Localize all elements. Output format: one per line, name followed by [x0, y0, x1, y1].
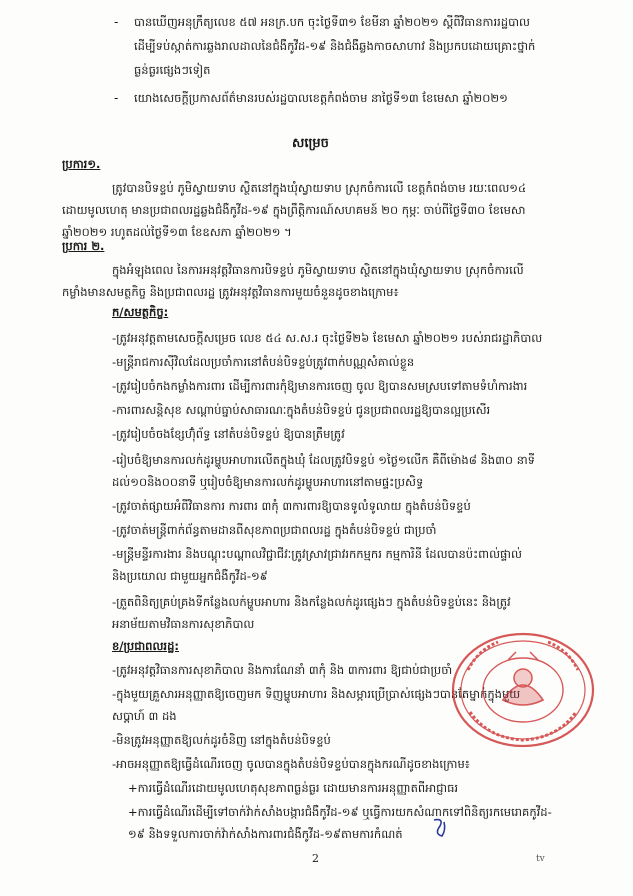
bullet-marker: -: [114, 15, 119, 29]
bullet-1-line-2: ដើម្បីទប់ស្កាត់ការឆ្លងរាលដាលនៃជំងឺកូវីដ-១៩ និងជំងឺឆ្លងកាចសាហាវ និងប្រកបដោយគ្រោះថ្នាក់: [134, 39, 536, 53]
article-1-line-3: ឆ្នាំ២០២១ រហូតដល់ថ្ងៃទី១៣ ខែឧសភា ឆ្នាំ២០២១ ។: [62, 225, 292, 239]
page-number: 2: [312, 852, 319, 865]
article-1-line-2: ដោយមូលហេតុ មានប្រជាពលរដ្ឋឆ្លងជំងឺកូវីដ-១៩ ក្នុងព្រឹត្តិការណ៍សហគមន៍ ២០ កុម្ភៈ ចាប់ពីថ្ងៃទី៣០ ខែមេសា: [62, 203, 526, 217]
bullet-2-line-1: យោងសេចក្តីប្រកាសព័ត៌មានរបស់រដ្ឋបាលខេត្តកំពង់ចាម នាថ្ងៃទី១៣ ខែមេសា ឆ្នាំ២០២១: [134, 91, 508, 105]
sub-b-subitem: ១៩ និងទទួលការចាក់វ៉ាក់សាំងការពារជំងឺកូវីដ-១៩តាមការកំណត់: [128, 827, 403, 841]
sub-b-subitem: +ការធ្វើដំណើរដោយមូលហេតុសុខភាពធ្ងន់ធ្ងរ ដោយមានការអនុញ្ញាតពីអាជ្ញាធរ: [128, 781, 459, 795]
sub-a-item: -ត្រូវអនុវត្តតាមសេចក្តីសម្រេច លេខ ៥៤ ស.ស.រ ចុះថ្ងៃទី២៦ ខែមេសា ឆ្នាំ២០២១ របស់រាជរដ្ឋាភិបាល: [112, 331, 543, 345]
sub-b-item: -ក្នុងមួយគ្រួសារអនុញ្ញាតឱ្យចេញមក ទិញម្ហូបអាហារ និងសម្ភារប្រើប្រាស់ផ្សេងៗបានតែម្នាក់ក្នុងមួយ: [112, 687, 521, 701]
article-1-line-1: ត្រូវបានបិទខ្ទប់ ភូមិស្វាយទាប ស្ថិតនៅក្នុងឃុំស្វាយទាប ស្រុកចំការលើ ខេត្តកំពង់ចាម រយៈពេល១៤: [112, 181, 527, 195]
sub-a-item: អនាម័យតាមវិធានការសុខាភិបាល: [112, 617, 255, 631]
sub-a-item: -ត្រួតពិនិត្យគ្រប់គ្រងទីកន្លែងលក់ម្ហូបអាហារ និងកន្លែងលក់ដូរផ្សេងៗ ក្នុងតំបន់បិទខ្ទប់នេះ និងត្រូវ: [112, 595, 511, 609]
sub-a-item: -រៀបចំឱ្យមានការលក់ដូរម្ហូបអាហារលើតក្នុងឃុំ ដែលត្រូវបិទខ្ទប់ ១ថ្ងៃ១លើក គឺពីម៉ោង៨ និង៣០ នាទី: [112, 453, 535, 467]
article-1-heading: ប្រការ១.: [62, 157, 101, 171]
sub-b-item: -មិនត្រូវអនុញ្ញាតឱ្យលក់ដូរចំនិញ នៅក្នុងតំបន់បិទខ្ទប់: [112, 733, 331, 747]
sub-a-item: -ត្រូវចាត់មន្ត្រីពាក់ព័ន្ធតាមដានពីសុខភាពប្រជាពលរដ្ឋ ក្នុងតំបន់បិទខ្ទប់ ជាប្រចាំ: [112, 523, 437, 537]
corner-mark: tv: [536, 854, 545, 864]
sub-a-item: និងប្រយោល ជាមួយអ្នកជំងឺកូវីដ-១៩: [112, 569, 268, 583]
article-2-heading: ប្រការ ២.: [62, 239, 105, 253]
article-2-intro-2: កម្លាំងមានសមត្ថកិច្ច និងប្រជាពលរដ្ឋ ត្រូវអនុវត្តវិធានការមួយចំនួនដូចខាងក្រោម៖: [62, 285, 399, 299]
decision-title: សម្រេច: [292, 136, 329, 151]
official-seal-stamp: [448, 630, 598, 750]
sub-a-item: ដល់១០និង០០នាទី ឬរៀបចំឱ្យមានការលក់ដូរម្ហូបអាហារនៅតាមផ្ទះប្រសិទ្ធ: [112, 475, 424, 489]
sub-a-item: -ត្រូវចាត់ផ្សាយអំពីវិធានការ ការពារ ៣កុំ ៣ការពារឱ្យបានទូលំទូលាយ ក្នុងតំបន់បិទខ្ទប់: [112, 499, 471, 513]
sub-a-item: -ត្រូវរៀបចំចងខ្សែហ៊ុំព័ទ្ធ នៅតំបន់បិទខ្ទប់ ឱ្យបានត្រឹមត្រូវ: [112, 427, 345, 441]
sub-b-item: -ត្រូវអនុវត្តវិធានការសុខាភិបាល និងការណែនាំ ៣កុំ និង ៣ការពារ ឱ្យជាប់ជាប្រចាំ: [112, 663, 453, 677]
sub-b-subitem: +ការធ្វើដំណើរដើម្បីទៅចាក់វ៉ាក់សាំងបង្ការជំងឺកូវីដ-១៩ ឬធ្វើការយកសំណាកទៅពិនិត្យរកមេរោគកូវីដ-: [128, 805, 552, 819]
sub-a-heading: ក/សមត្ថកិច្ច:: [112, 305, 169, 319]
bullet-1-line-3: ធ្ងន់ធ្ងរផ្សេងៗទៀត: [134, 63, 211, 77]
bullet-1-line-1: បានឃើញអនុក្រឹត្យលេខ ៥៧ អនក្រ.បក ចុះថ្ងៃទី៣១ ខែមីនា ឆ្នាំ២០២១ ស្តីពីវិធានការរដ្ឋបាល: [134, 15, 530, 29]
sub-a-item: -មន្ត្រីរាជការស៊ីវិលដែលប្រចាំការនៅតំបន់បិទខ្ទប់ត្រូវពាក់បណ្ណសំគាល់ខ្លួន: [112, 355, 415, 369]
sub-b-heading: ខ/ប្រជាពលរដ្ឋ:: [112, 639, 179, 653]
sub-b-item: សប្តាហ៍ ៣ ដង: [112, 709, 177, 723]
sub-a-item: -ការពារសន្តិសុខ សណ្តាប់ធ្នាប់សាធារណៈក្នុងតំបន់បិទខ្ទប់ ជូនប្រជាពលរដ្ឋឱ្យបានល្អប្រសើរ: [112, 403, 491, 417]
article-2-intro-1: ក្នុងអំឡុងពេល នៃការអនុវត្តវិធានការបិទខ្ទប់ ភូមិស្វាយទាប ស្ថិតនៅក្នុងឃុំស្វាយទាប ស្រុកចំការលើ: [112, 263, 524, 277]
sub-b-item: -អាចអនុញ្ញាតឱ្យធ្វើដំណើរចេញ ចូលបានក្នុងតំបន់បិទខ្ទប់បានក្នុងករណីដូចខាងក្រោម៖: [112, 757, 470, 771]
sub-a-item: -ត្រូវរៀបចំកងកម្លាំងការពារ ដើម្បីការពារកុំឱ្យមានការចេញ ចូល ឱ្យបានសមស្របទៅតាមទំហំការងារ: [112, 379, 528, 393]
sub-a-item: -មន្ត្រីមន្ទីរការងារ និងបណ្តុះបណ្តាលវិជ្ជាជីវៈត្រូវស្រាវជ្រាវរកកម្មករ កម្មការិនី ដែលបានប៉ះពាល់ផ្ទាល់: [112, 547, 522, 561]
bullet-marker: -: [114, 91, 119, 105]
signature-mark: [430, 816, 450, 840]
